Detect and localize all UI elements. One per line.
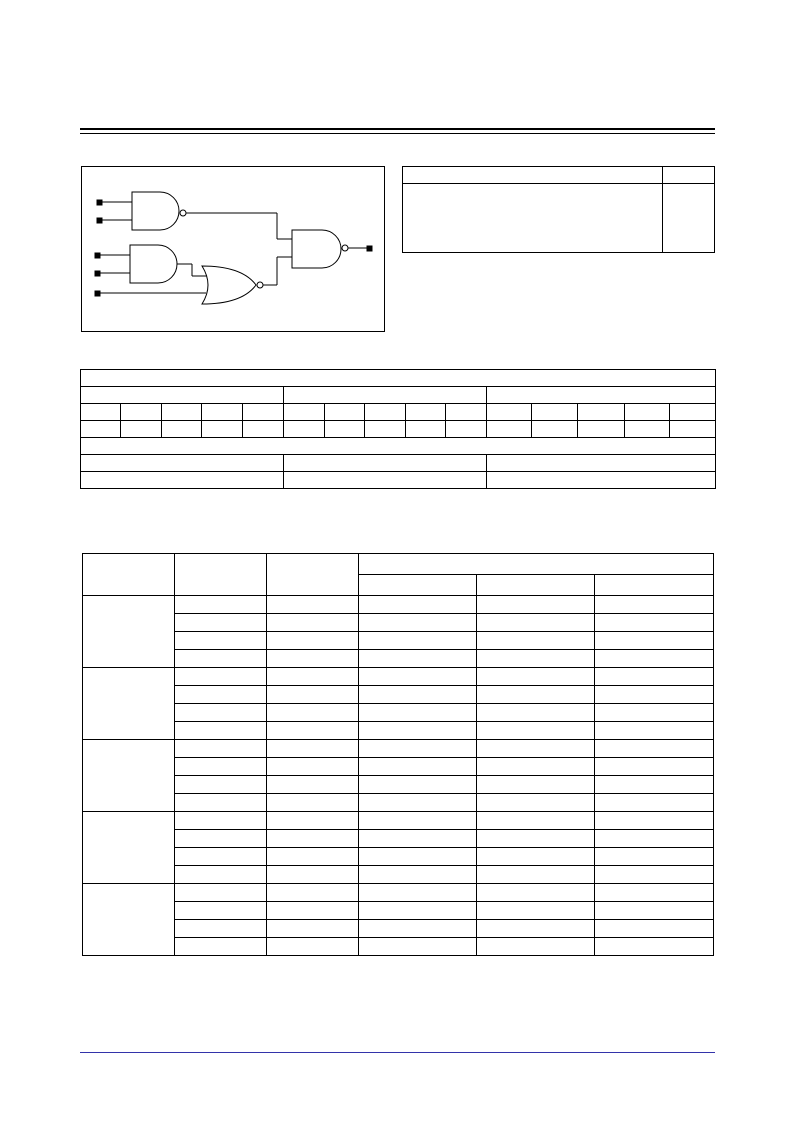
table-cell xyxy=(81,404,121,421)
table-row xyxy=(83,758,714,776)
table-row xyxy=(83,686,714,704)
table-cell xyxy=(595,758,714,776)
table-row xyxy=(83,722,714,740)
characteristics-table xyxy=(82,553,714,956)
table-row xyxy=(81,455,716,472)
table-row xyxy=(83,650,714,668)
header-rule-thick xyxy=(80,128,715,130)
table-cell xyxy=(595,920,714,938)
table-cell xyxy=(477,740,595,758)
table-cell xyxy=(359,884,477,902)
table-cell xyxy=(477,722,595,740)
table-cell xyxy=(175,668,267,686)
table-cell xyxy=(359,902,477,920)
table-cell xyxy=(595,596,714,614)
table-cell xyxy=(487,472,716,489)
table-cell xyxy=(267,668,359,686)
table-cell xyxy=(175,902,267,920)
table-row xyxy=(83,920,714,938)
table-row xyxy=(83,848,714,866)
table-cell xyxy=(267,650,359,668)
table-cell xyxy=(175,812,267,830)
table-cell xyxy=(595,830,714,848)
table-row xyxy=(81,387,716,404)
info-box xyxy=(402,166,715,253)
table-cell xyxy=(359,920,477,938)
table-cell xyxy=(267,686,359,704)
info-box-side xyxy=(662,166,715,253)
table-cell xyxy=(359,740,477,758)
table-cell xyxy=(446,421,487,438)
inversion-bubble xyxy=(257,282,263,288)
table-cell xyxy=(175,884,267,902)
pin-table xyxy=(80,369,716,489)
table-cell xyxy=(267,812,359,830)
group-label-cell xyxy=(83,740,175,812)
table-cell xyxy=(477,614,595,632)
table-cell xyxy=(243,404,284,421)
table-header-cell xyxy=(83,554,175,596)
table-cell xyxy=(284,421,325,438)
table-cell xyxy=(359,758,477,776)
pin-table-title xyxy=(81,370,716,387)
table-cell xyxy=(477,866,595,884)
table-cell xyxy=(477,848,595,866)
table-row xyxy=(83,740,714,758)
nor-gate xyxy=(202,266,256,304)
table-cell xyxy=(359,830,477,848)
table-cell xyxy=(359,812,477,830)
table-cell xyxy=(477,686,595,704)
table-cell xyxy=(365,421,406,438)
table-row xyxy=(83,704,714,722)
table-cell xyxy=(670,404,716,421)
table-cell xyxy=(477,938,595,956)
table-cell xyxy=(81,421,121,438)
group-label-cell xyxy=(83,668,175,740)
table-header-cell xyxy=(359,554,714,575)
table-cell xyxy=(595,686,714,704)
table-cell xyxy=(595,848,714,866)
table-cell xyxy=(284,455,487,472)
table-cell xyxy=(359,704,477,722)
inversion-bubble xyxy=(180,210,186,216)
table-cell xyxy=(243,421,284,438)
table-row xyxy=(81,472,716,489)
table-cell xyxy=(477,596,595,614)
table-header-cell xyxy=(267,554,359,596)
table-cell xyxy=(487,404,532,421)
table-cell xyxy=(625,421,670,438)
table-row xyxy=(83,614,714,632)
table-row xyxy=(81,404,716,421)
table-cell xyxy=(595,632,714,650)
pin-table-note xyxy=(81,438,716,455)
logic-diagram xyxy=(81,166,385,332)
table-cell xyxy=(477,830,595,848)
table-cell xyxy=(595,776,714,794)
table-cell xyxy=(595,866,714,884)
table-cell xyxy=(267,884,359,902)
table-cell xyxy=(359,650,477,668)
group-label-cell xyxy=(83,596,175,668)
table-cell xyxy=(477,776,595,794)
table-header-row xyxy=(83,554,714,575)
table-cell xyxy=(359,632,477,650)
table-row xyxy=(81,370,716,387)
table-cell xyxy=(175,722,267,740)
table-cell xyxy=(359,722,477,740)
logic-diagram-svg xyxy=(82,167,386,333)
table-cell xyxy=(578,421,625,438)
input-pin xyxy=(95,271,100,276)
pin-table-group-header xyxy=(487,387,716,404)
table-cell xyxy=(81,455,284,472)
table-row xyxy=(83,794,714,812)
table-cell xyxy=(595,884,714,902)
table-cell xyxy=(267,632,359,650)
table-header-cell xyxy=(359,575,477,596)
table-cell xyxy=(477,704,595,722)
table-cell xyxy=(625,404,670,421)
table-cell xyxy=(359,794,477,812)
pin-table-group-header xyxy=(284,387,487,404)
table-header-cell xyxy=(477,575,595,596)
table-cell xyxy=(175,632,267,650)
table-row xyxy=(83,632,714,650)
table-cell xyxy=(267,614,359,632)
table-row xyxy=(83,776,714,794)
nand-gate xyxy=(132,192,179,230)
table-cell xyxy=(359,866,477,884)
group-label-cell xyxy=(83,884,175,956)
table-cell xyxy=(359,686,477,704)
table-cell xyxy=(325,404,365,421)
table-cell xyxy=(267,938,359,956)
table-cell xyxy=(595,812,714,830)
table-row xyxy=(81,438,716,455)
table-cell xyxy=(359,848,477,866)
table-cell xyxy=(284,404,325,421)
footer-rule xyxy=(80,1052,715,1053)
table-cell xyxy=(267,722,359,740)
table-cell xyxy=(175,758,267,776)
table-cell xyxy=(202,421,243,438)
table-cell xyxy=(267,920,359,938)
info-box-header xyxy=(403,167,662,184)
table-cell xyxy=(477,650,595,668)
table-cell xyxy=(477,632,595,650)
table-cell xyxy=(595,902,714,920)
table-cell xyxy=(325,421,365,438)
nand-gate-output xyxy=(292,230,341,268)
table-cell xyxy=(359,614,477,632)
table-cell xyxy=(532,421,578,438)
table-cell xyxy=(532,404,578,421)
and-gate xyxy=(130,245,177,283)
table-cell xyxy=(595,740,714,758)
table-cell xyxy=(175,650,267,668)
table-cell xyxy=(267,794,359,812)
table-cell xyxy=(162,404,202,421)
table-cell xyxy=(175,686,267,704)
table-cell xyxy=(359,596,477,614)
table-cell xyxy=(267,776,359,794)
header-rule-thin xyxy=(80,133,715,134)
table-cell xyxy=(359,668,477,686)
table-cell xyxy=(359,938,477,956)
table-cell xyxy=(595,938,714,956)
table-cell xyxy=(359,776,477,794)
table-cell xyxy=(595,704,714,722)
table-header-cell xyxy=(175,554,267,596)
table-cell xyxy=(477,758,595,776)
table-cell xyxy=(595,668,714,686)
table-cell xyxy=(477,794,595,812)
table-cell xyxy=(267,758,359,776)
output-pin xyxy=(367,246,372,251)
table-row xyxy=(83,938,714,956)
table-row xyxy=(83,812,714,830)
table-cell xyxy=(175,920,267,938)
table-cell xyxy=(595,614,714,632)
inversion-bubble xyxy=(342,245,348,251)
table-cell xyxy=(175,830,267,848)
input-pin xyxy=(95,253,100,258)
table-cell xyxy=(284,472,487,489)
table-cell xyxy=(487,421,532,438)
group-label-cell xyxy=(83,812,175,884)
table-cell xyxy=(121,421,162,438)
table-row xyxy=(83,866,714,884)
table-cell xyxy=(477,884,595,902)
table-cell xyxy=(595,650,714,668)
table-cell xyxy=(477,920,595,938)
table-cell xyxy=(595,794,714,812)
input-pin xyxy=(97,218,102,223)
table-cell xyxy=(175,596,267,614)
table-cell xyxy=(670,421,716,438)
table-cell xyxy=(175,776,267,794)
table-cell xyxy=(162,421,202,438)
table-cell xyxy=(477,668,595,686)
table-cell xyxy=(175,794,267,812)
table-cell xyxy=(406,421,446,438)
table-cell xyxy=(487,455,716,472)
table-cell xyxy=(175,740,267,758)
table-cell xyxy=(267,830,359,848)
info-box-main xyxy=(402,166,663,253)
input-pin xyxy=(95,291,100,296)
table-cell xyxy=(477,812,595,830)
table-cell xyxy=(446,404,487,421)
table-cell xyxy=(406,404,446,421)
table-cell xyxy=(121,404,162,421)
table-cell xyxy=(595,722,714,740)
table-cell xyxy=(267,740,359,758)
table-row xyxy=(83,830,714,848)
info-box-side-header xyxy=(663,167,714,184)
table-cell xyxy=(202,404,243,421)
table-cell xyxy=(267,704,359,722)
table-row xyxy=(83,902,714,920)
table-cell xyxy=(81,472,284,489)
table-row xyxy=(83,596,714,614)
table-row xyxy=(83,668,714,686)
table-cell xyxy=(267,848,359,866)
table-cell xyxy=(578,404,625,421)
table-row xyxy=(81,421,716,438)
table-cell xyxy=(175,848,267,866)
table-cell xyxy=(175,704,267,722)
table-cell xyxy=(267,866,359,884)
table-row xyxy=(83,884,714,902)
table-cell xyxy=(477,902,595,920)
table-cell xyxy=(175,938,267,956)
table-cell xyxy=(175,614,267,632)
table-cell xyxy=(175,866,267,884)
table-cell xyxy=(267,902,359,920)
pin-table-group-header xyxy=(81,387,284,404)
table-cell xyxy=(267,596,359,614)
input-pin xyxy=(97,200,102,205)
table-cell xyxy=(365,404,406,421)
table-header-cell xyxy=(595,575,714,596)
